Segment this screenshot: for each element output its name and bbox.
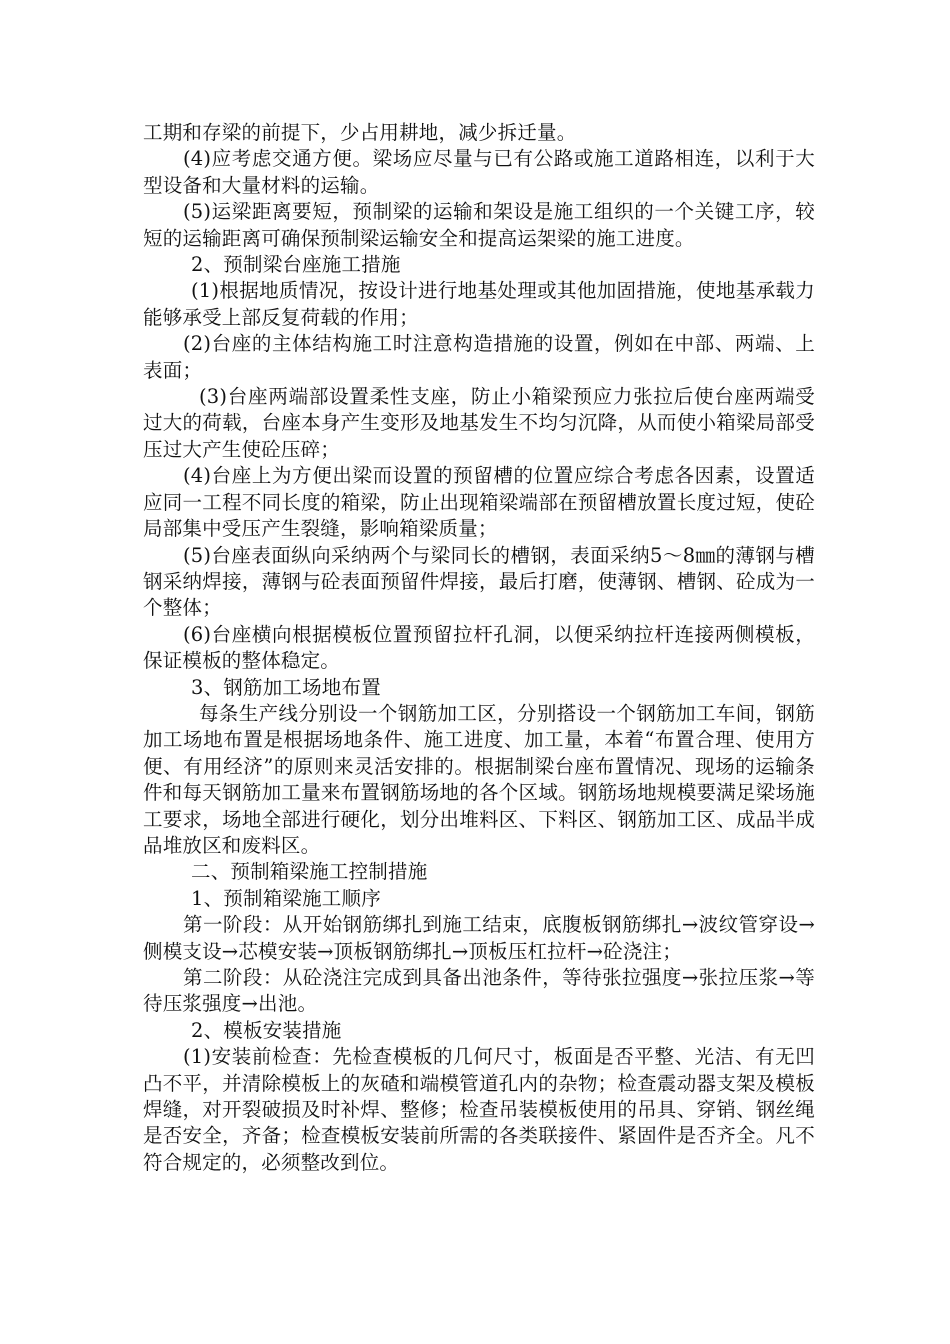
paragraph-6: (3)台座两端部设置柔性支座，防止小箱梁预应力张拉后使台座两端受过大的荷载，台座本身产生变形及地基发生不均匀沉降，从而使小箱梁局部受压过大产生使砼压碎；: [143, 385, 815, 461]
section-heading-3: 3、钢筋加工场地布置: [191, 675, 381, 699]
paragraph-10: 每条生产线分别设一个钢筋加工区，分别搭设一个钢筋加工车间，钢筋加工场地布置是根据场地条件、施工进度、加工量，本着“布置合理、使用方便、有用经济”的原则来灵活安排的。根据制梁台座布置情况、现场的运输条件和每天钢筋加工量来布置钢筋场地的各个区域。钢筋场地规模要满足梁场施工要求，场地全部进行硬化，划分出堆料区、下料区、钢筋加工区、成品半成品堆放区和废料区。: [143, 701, 815, 857]
paragraph-12: 第二阶段：从砼浇注完成到具备出池条件，等待张拉强度→张拉压浆→等待压浆强度→出池。: [143, 966, 815, 1016]
chapter-heading-2: 二、预制箱梁施工控制措施: [191, 860, 428, 884]
paragraph-1: 工期和存梁的前提下，少占用耕地，减少拆迁量。: [143, 121, 577, 144]
paragraph-13: (1)安装前检查：先检查模板的几何尺寸，板面是否平整、光洁、有无凹凸不平，并清除模板上的灰碴和端模管道孔内的杂物；检查震动器支架及模板焊缝，对开裂破损及时补焊、整修；检查吊装模板使用的吊具、穿销、钢丝绳是否安全，齐备；检查模板安装前所需的各类联接件、紧固件是否齐全。凡不符合规定的，必须整改到位。: [143, 1045, 815, 1174]
document-body: [143, 120, 815, 1176]
paragraph-3: (5)运梁距离要短，预制梁的运输和架设是施工组织的一个关键工序，较短的运输距离可确保预制梁运输安全和提高运架梁的施工进度。: [143, 200, 815, 250]
paragraph-4: (1)根据地质情况，按设计进行地基处理或其他加固措施，使地基承载力能够承受上部反复荷载的作用；: [143, 279, 815, 329]
paragraph-2: (4)应考虑交通方便。梁场应尽量与已有公路或施工道路相连，以利于大型设备和大量材料的运输。: [143, 147, 815, 197]
paragraph-8: (5)台座表面纵向采纳两个与梁同长的槽钢，表面采纳5～8㎜的薄钢与槽钢采纳焊接，薄钢与砼表面预留件焊接，最后打磨，使薄钢、槽钢、砼成为一个整体；: [143, 543, 815, 620]
paragraph-11: 第一阶段：从开始钢筋绑扎到施工结束，底腹板钢筋绑扎→波纹管穿设→侧模支设→芯模安装→顶板钢筋绑扎→顶板压杠拉杆→砼浇注；: [143, 913, 815, 963]
section-heading-2b: 2、模板安装措施: [191, 1018, 342, 1042]
paragraph-7: (4)台座上为方便出梁而设置的预留槽的位置应综合考虑各因素，设置适应同一工程不同长度的箱梁，防止出现箱梁端部在预留槽放置长度过短，使砼局部集中受压产生裂缝，影响箱梁质量；: [143, 464, 815, 541]
paragraph-9: (6)台座横向根据模板位置预留拉杆孔洞，以便采纳拉杆连接两侧模板，保证模板的整体稳定。: [143, 622, 815, 673]
section-heading-2: 2、预制梁台座施工措施: [191, 253, 401, 277]
paragraph-5: (2)台座的主体结构施工时注意构造措施的设置，例如在中部、两端、上表面；: [143, 332, 815, 382]
section-heading-1: 1、预制箱梁施工顺序: [191, 886, 381, 910]
